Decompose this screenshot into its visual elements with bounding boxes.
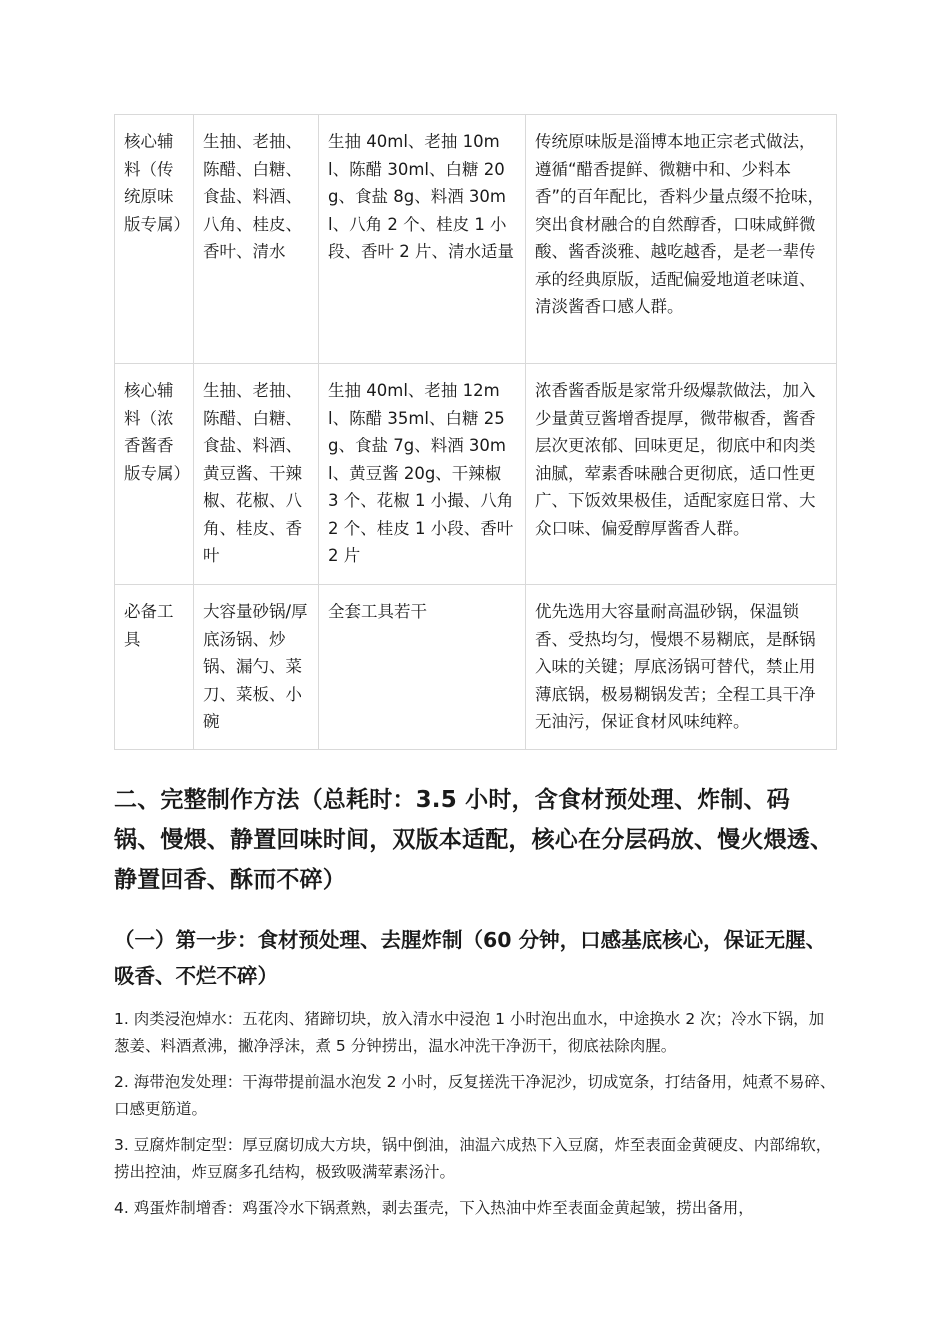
- table-cell-note: 传统原味版是淄博本地正宗老式做法，遵循“醋香提鲜、微糖中和、少料本香”的百年配比，香料少量点缀不抢味，突出食材融合的自然醇香，口味咸鲜微酸、酱香淡雅、越吃越香，是老一辈传承的经典原版，适配偏爱地道老味道、清淡酱香口感人群。: [526, 115, 837, 364]
- table-cell-note: 浓香酱香版是家常升级爆款做法，加入少量黄豆酱增香提厚，微带椒香，酱香层次更浓郁、回味更足，彻底中和肉类油腻，荤素香味融合更彻底，适口性更广、下饭效果极佳，适配家庭日常、大众口味、偏爱醇厚酱香人群。: [526, 364, 837, 585]
- table-cell-note: 优先选用大容量耐高温砂锅，保温锁香、受热均匀，慢煨不易糊底，是酥锅入味的关键；厚底汤锅可替代，禁止用薄底锅，极易糊锅发苦；全程工具干净无油污，保证食材风味纯粹。: [526, 585, 837, 750]
- table-cell-amount: 生抽 40ml、老抽 10ml、陈醋 30ml、白糖 20g、食盐 8g、料酒 30ml、八角 2 个、桂皮 1 小段、香叶 2 片、清水适量: [319, 115, 526, 364]
- table-cell-items: 大容量砂锅/厚底汤锅、炒锅、漏勺、菜刀、菜板、小碗: [194, 585, 319, 750]
- table-cell-items: 生抽、老抽、陈醋、白糖、食盐、料酒、八角、桂皮、香叶、清水: [194, 115, 319, 364]
- ingredients-table: [114, 114, 837, 750]
- table-row: [115, 585, 837, 750]
- table-cell-category: 核心辅料（浓香酱香版专属）: [115, 364, 194, 585]
- table-cell-category: 必备工具: [115, 585, 194, 750]
- list-item: 3. 豆腐炸制定型：厚豆腐切成大方块，锅中倒油，油温六成热下入豆腐，炸至表面金黄硬皮、内部绵软，捞出控油，炸豆腐多孔结构，极致吸满荤素汤汁。: [114, 1136, 832, 1181]
- list-item: 1. 肉类浸泡焯水：五花肉、猪蹄切块，放入清水中浸泡 1 小时泡出血水，中途换水 2 次；冷水下锅，加葱姜、料酒煮沸，撇净浮沫，煮 5 分钟捞出，温水冲洗干净沥干，彻底祛除肉腥。: [114, 1010, 825, 1055]
- table-row: [115, 364, 837, 585]
- document-page: [114, 114, 836, 1231]
- steps-list: [114, 1006, 836, 1222]
- table-cell-items: 生抽、老抽、陈醋、白糖、食盐、料酒、黄豆酱、干辣椒、花椒、八角、桂皮、香叶: [194, 364, 319, 585]
- table-cell-amount: 生抽 40ml、老抽 12ml、陈醋 35ml、白糖 25g、食盐 7g、料酒 30ml、黄豆酱 20g、干辣椒 3 个、花椒 1 小撮、八角 2 个、桂皮 1 小段、香叶 2 片: [319, 364, 526, 585]
- subsection-heading: （一）第一步：食材预处理、去腥炸制（60 分钟，口感基底核心，保证无腥、吸香、不烂不碎）: [114, 928, 827, 988]
- table-row: [115, 115, 837, 364]
- list-item: 2. 海带泡发处理：干海带提前温水泡发 2 小时，反复搓洗干净泥沙，切成宽条，打结备用，炖煮不易碎、口感更筋道。: [114, 1073, 836, 1118]
- table-cell-amount: 全套工具若干: [319, 585, 526, 750]
- table-cell-category: 核心辅料（传统原味版专属）: [115, 115, 194, 364]
- section-heading: 二、完整制作方法（总耗时：3.5 小时，含食材预处理、炸制、码锅、慢煨、静置回味时间，双版本适配，核心在分层码放、慢火煨透、静置回香、酥而不碎）: [114, 787, 834, 893]
- list-item: 4. 鸡蛋炸制增香：鸡蛋冷水下锅煮熟，剥去蛋壳，下入热油中炸至表面金黄起皱，捞出备用，: [114, 1199, 754, 1217]
